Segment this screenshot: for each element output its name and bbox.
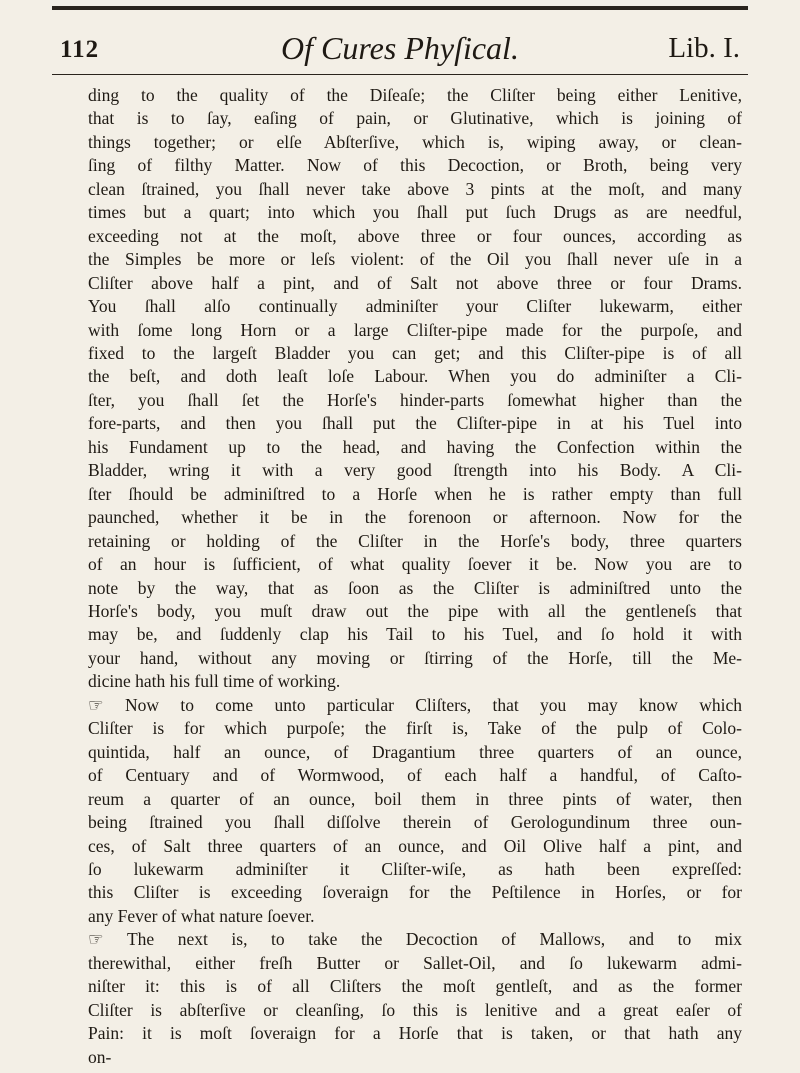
text-line: ding to the quality of the Diſeaſe; the Cliſter being either Lenitive,	[88, 85, 742, 105]
text-line: ☞ Now to come unto particular Cliſters, that you may know which	[88, 694, 742, 715]
text-line: note by the way, that as ſoon as the Cliſter is adminiſtred unto the	[88, 577, 742, 598]
text-line: niſter it: this is of all Cliſters the moſt gentleſt, and as the former	[88, 976, 742, 997]
text-line: this Cliſter is exceeding ſoveraign for the Peſtilence in Horſes, or for	[88, 882, 742, 903]
text-line: Horſe's body, you muſt draw out the pipe with all the gentleneſs that	[88, 600, 742, 621]
text-line: ſing of filthy Matter. Now of this Decoction, or Broth, being very	[88, 155, 742, 176]
text-line: Bladder, wring it with a very good ſtrength into his Body. A Cli-	[88, 460, 742, 481]
text-line: of Centuary and of Wormwood, of each half a handful, of Caſto-	[88, 765, 742, 786]
text-line: ſter, you ſhall ſet the Horſe's hinder-parts ſomewhat higher than the	[88, 389, 742, 410]
top-rule	[52, 6, 748, 10]
text-line: the beſt, and doth leaſt loſe Labour. When you do adminiſter a Cli-	[88, 366, 742, 387]
body-text	[88, 84, 742, 1069]
header-rule	[52, 74, 748, 75]
text-line: on-	[88, 1046, 112, 1067]
text-line: things together; or elſe Abſterſive, which is, wiping away, or clean-	[88, 131, 742, 152]
text-line: Cliſter is abſterſive or cleanſing, ſo this is lenitive and a great eaſer of	[88, 999, 742, 1020]
text-line: times but a quart; into which you ſhall put ſuch Drugs as are needful,	[88, 202, 742, 223]
text-line: with ſome long Horn or a large Cliſter-pipe made for the purpoſe, and	[88, 319, 742, 340]
text-line: You ſhall alſo continually adminiſter your Cliſter lukewarm, either	[88, 296, 742, 317]
text-line: reum a quarter of an ounce, boil them in three pints of water, then	[88, 788, 742, 809]
text-line: therewithal, either freſh Butter or Sallet-Oil, and ſo lukewarm admi-	[88, 952, 742, 973]
page-number: 112	[60, 36, 100, 63]
text-line: Cliſter is for which purpoſe; the firſt is, Take of the pulp of Colo-	[88, 718, 742, 739]
text-line: Cliſter above half a pint, and of Salt not above three or four Drams.	[88, 272, 742, 293]
text-line: retaining or holding of the Cliſter in the Horſe's body, three quarters	[88, 530, 742, 551]
text-line: being ſtrained you ſhall diſſolve therein of Gerologundinum three oun-	[88, 812, 742, 833]
text-line: ☞ The next is, to take the Decoction of Mallows, and to mix	[88, 929, 742, 950]
text-line: your hand, without any moving or ſtirring of the Horſe, till the Me-	[88, 647, 742, 668]
text-line: his Fundament up to the head, and having the Confection within the	[88, 436, 742, 457]
text-line: of an hour is ſufficient, of what quality ſoever it be. Now you are to	[88, 554, 742, 575]
text-line: ſo lukewarm adminiſter it Cliſter-wiſe, as hath been expreſſed:	[88, 858, 742, 879]
text-line: that is to ſay, eaſing of pain, or Glutinative, which is joining of	[88, 108, 742, 129]
text-line: ces, of Salt three quarters of an ounce, and Oil Olive half a pint, and	[88, 835, 742, 856]
page-header	[60, 30, 740, 70]
text-line: any Fever of what nature ſoever.	[88, 905, 315, 926]
text-line: ſter ſhould be adminiſtred to a Horſe when he is rather empty than full	[88, 483, 742, 504]
text-line: quintida, half an ounce, of Dragantium three quarters of an ounce,	[88, 741, 742, 762]
text-line: fore-parts, and then you ſhall put the Cliſter-pipe in at his Tuel into	[88, 413, 742, 434]
text-line: fixed to the largeſt Bladder you can get; and this Cliſter-pipe is of all	[88, 342, 742, 363]
text-line: may be, and ſuddenly clap his Tail to his Tuel, and ſo hold it with	[88, 624, 742, 645]
text-line: the Simples be more or leſs violent: of the Oil you ſhall never uſe in a	[88, 249, 742, 270]
book-marker: Lib. I.	[668, 32, 740, 64]
text-line: dicine hath his full time of working.	[88, 671, 341, 692]
running-title: Of Cures Phyſical.	[281, 30, 519, 66]
text-line: exceeding not at the moſt, above three or four ounces, according as	[88, 225, 742, 246]
text-line: clean ſtrained, you ſhall never take above 3 pints at the moſt, and many	[88, 178, 742, 199]
text-line: paunched, whether it be in the forenoon or afternoon. Now for the	[88, 507, 742, 528]
text-line: Pain: it is moſt ſoveraign for a Horſe that is taken, or that hath any	[88, 1023, 742, 1044]
